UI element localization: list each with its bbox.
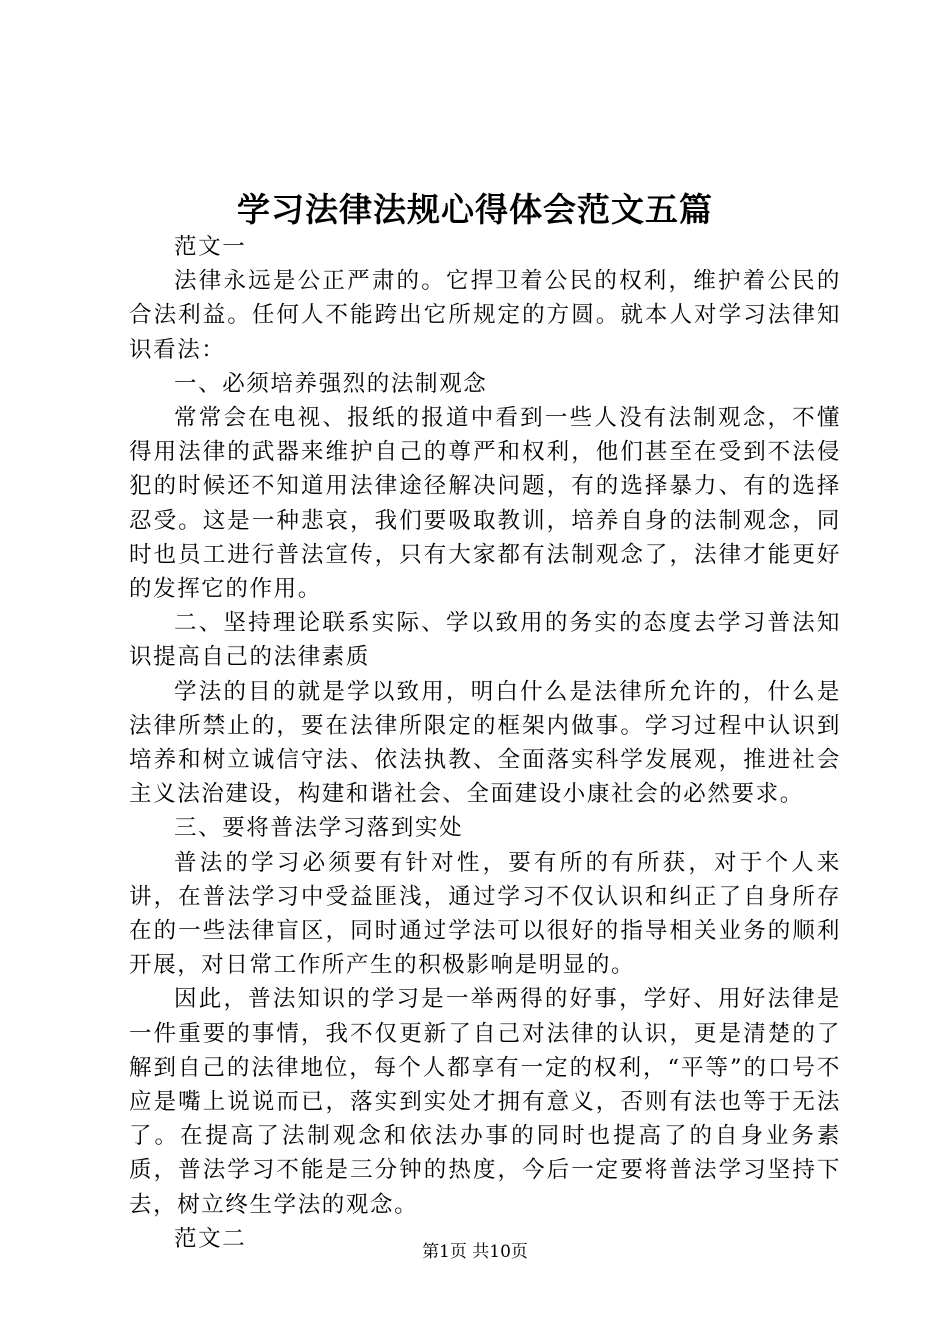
section-heading: 范文二 (174, 1225, 247, 1252)
section-heading: 二、坚持理论联系实际、学以致用的务实的态度去学习普法知识提高自己的法律素质 (129, 610, 841, 671)
document-body (129, 230, 841, 1256)
body-paragraph: 常常会在电视、报纸的报道中看到一些人没有法制观念，不懂得用法律的武器来维护自己的尊严和权利，他们甚至在受到不法侵犯的时候还不知道用法律途径解决问题，有的选择暴力、有的选择忍受。这是一种悲哀，我们要吸取教训，培养自身的法制观念，同时也员工进行普法宣传，只有大家都有法制观念了，法律才能更好的发挥它的作用。 (129, 405, 841, 603)
section-heading: 三、要将普法学习落到实处 (174, 815, 464, 842)
section-heading: 一、必须培养强烈的法制观念 (174, 370, 488, 397)
section-heading: 范文一 (174, 234, 247, 260)
body-paragraph: 学法的目的就是学以致用，明白什么是法律所允许的，什么是法律所禁止的，要在法律所限定的框架内做事。学习过程中认识到培养和树立诚信守法、依法执教、全面落实科学发展观，推进社会主义法治建设，构建和谐社会、全面建设小康社会的必然要求。 (129, 678, 841, 808)
body-paragraph: 法律永远是公正严肃的。它捍卫着公民的权利，维护着公民的合法利益。任何人不能跨出它所规定的方圆。就本人对学习法律知识看法： (129, 268, 841, 363)
document-title: 学习法律法规心得体会范文五篇 (237, 190, 713, 229)
page-footer: 第1页 共10页 (422, 1242, 528, 1262)
body-paragraph: 因此，普法知识的学习是一举两得的好事，学好、用好法律是一件重要的事情，我不仅更新了自己对法律的认识，更是清楚的了解到自己的法律地位，每个人都享有一定的权利，“平等”的口号不应是嘴上说说而已，落实到实处才拥有意义，否则有法也等于无法了。在提高了法制观念和依法办事的同时也提高了的自身业务素质，普法学习不能是三分钟的热度，今后一定要将普法学习坚持下去，树立终生学法的观念。 (129, 986, 841, 1218)
body-paragraph: 普法的学习必须要有针对性，要有所的有所获，对于个人来讲，在普法学习中受益匪浅，通过学习不仅认识和纠正了自身所存在的一些法律盲区，同时通过学法可以很好的指导相关业务的顺利开展，对日常工作所产生的积极影响是明显的。 (129, 849, 841, 979)
